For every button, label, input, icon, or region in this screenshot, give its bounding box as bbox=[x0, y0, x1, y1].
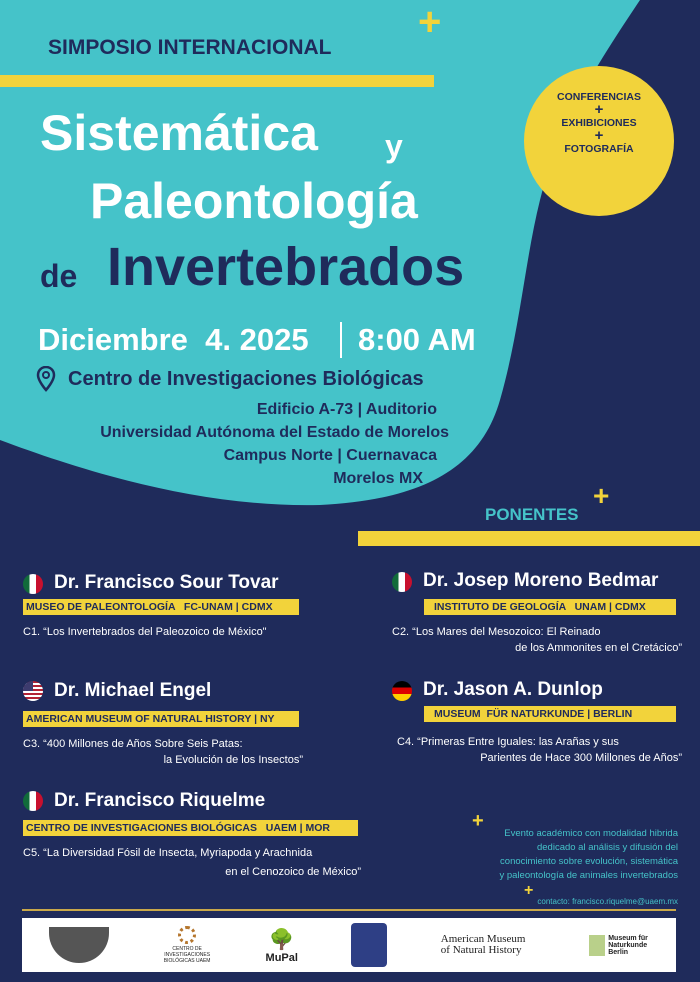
symposium-label: SIMPOSIO INTERNACIONAL bbox=[48, 36, 332, 59]
plus-icon: + bbox=[524, 882, 534, 899]
mupal-logo: 🌳 MuPal bbox=[265, 928, 298, 964]
plus-icon: + bbox=[594, 127, 604, 144]
event-note: Evento académico con modalidad hibrida dedicado al análisis y difusión del conocimiento sobre evolución, sistemática y paleontología de animales invertebrados bbox=[499, 828, 678, 881]
title-line3: Invertebrados bbox=[107, 237, 465, 297]
mfn-logo: Museum für Naturkunde Berlin bbox=[589, 935, 649, 956]
speaker-name: Dr. Michael Engel bbox=[54, 680, 212, 701]
speaker-talk: C4. “Primeras Entre Iguales: las Arañas y sus Parientes de Hace 300 Millones de Años” bbox=[397, 736, 682, 764]
address-line: Universidad Autónoma del Estado de Morelos bbox=[100, 424, 449, 441]
cib-logo: CENTRO DE INVESTIGACIONES BIOLÓGICAS UAEM bbox=[162, 926, 212, 964]
mexico-flag-icon bbox=[23, 791, 43, 811]
speaker-name: Dr. Jason A. Dunlop bbox=[423, 679, 603, 700]
title-de: de bbox=[40, 258, 78, 294]
mexico-flag-icon bbox=[23, 574, 43, 594]
speaker-name: Dr. Francisco Riquelme bbox=[54, 790, 266, 811]
event-venue: Centro de Investigaciones Biológicas bbox=[68, 368, 424, 390]
contact-email[interactable]: contacto: francisco.riquelme@uaem.mx bbox=[537, 897, 678, 906]
germany-flag-icon bbox=[392, 681, 412, 701]
speaker-name: Dr. Francisco Sour Tovar bbox=[54, 572, 279, 593]
unam-logo bbox=[351, 923, 387, 967]
event-address bbox=[0, 398, 449, 490]
speaker-affiliation: MUSEUM FÜR NATURKUNDE | BERLIN bbox=[424, 706, 676, 722]
plus-icon: + bbox=[594, 101, 604, 118]
activities-badge bbox=[524, 66, 674, 216]
speaker-affiliation: CENTRO DE INVESTIGACIONES BIOLÓGICAS UAEM | MOR bbox=[23, 820, 358, 836]
usa-flag-icon bbox=[23, 681, 43, 701]
uaem-logo bbox=[49, 927, 109, 963]
title-y: y bbox=[385, 128, 403, 164]
title-line1: Sistemática bbox=[40, 105, 318, 161]
plus-icon: + bbox=[472, 810, 484, 832]
amnh-logo: American Museum of Natural History bbox=[440, 933, 526, 956]
address-line: Morelos MX bbox=[333, 470, 423, 487]
sponsor-logos bbox=[22, 918, 676, 972]
plus-icon: + bbox=[593, 480, 610, 511]
speaker-talk: C1. “Los Invertebrados del Paleozoico de México" bbox=[23, 626, 267, 638]
separator bbox=[340, 322, 342, 358]
plus-icon: + bbox=[418, 0, 442, 44]
badge-item: EXHIBICIONES bbox=[561, 117, 637, 129]
address-line: Campus Norte | Cuernavaca bbox=[223, 447, 437, 464]
speakers-heading: PONENTES bbox=[485, 505, 579, 524]
event-date: Diciembre 4. 2025 bbox=[38, 322, 309, 357]
speaker-affiliation: INSTITUTO DE GEOLOGÍA UNAM | CDMX bbox=[424, 599, 676, 615]
speaker-talk: C2. “Los Mares del Mesozoico: El Reinado de los Ammonites en el Cretácico” bbox=[392, 626, 682, 654]
event-time: 8:00 AM bbox=[358, 322, 476, 357]
divider-line bbox=[22, 909, 676, 911]
title-line2: Paleontología bbox=[90, 173, 418, 229]
mexico-flag-icon bbox=[392, 572, 412, 592]
location-pin-icon bbox=[36, 366, 56, 392]
address-line: Edificio A-73 | Auditorio bbox=[256, 401, 437, 418]
badge-item: CONFERENCIAS bbox=[556, 91, 641, 103]
speaker-talk: C5. “La Diversidad Fósil de Insecta, Myriapoda y Arachnida en el Cenozoico de México” bbox=[23, 847, 361, 878]
divider-bar bbox=[0, 75, 434, 87]
speaker-affiliation: MUSEO DE PALEONTOLOGÍA FC-UNAM | CDMX bbox=[23, 599, 299, 615]
speaker-affiliation: AMERICAN MUSEUM OF NATURAL HISTORY | NY bbox=[23, 711, 299, 727]
divider-bar bbox=[358, 531, 700, 546]
badge-item: FOTOGRAFÍA bbox=[564, 143, 634, 155]
speaker-talk: C3. “400 Millones de Años Sobre Seis Patas: la Evolución de los Insectos” bbox=[23, 738, 303, 766]
speaker-name: Dr. Josep Moreno Bedmar bbox=[423, 570, 659, 591]
